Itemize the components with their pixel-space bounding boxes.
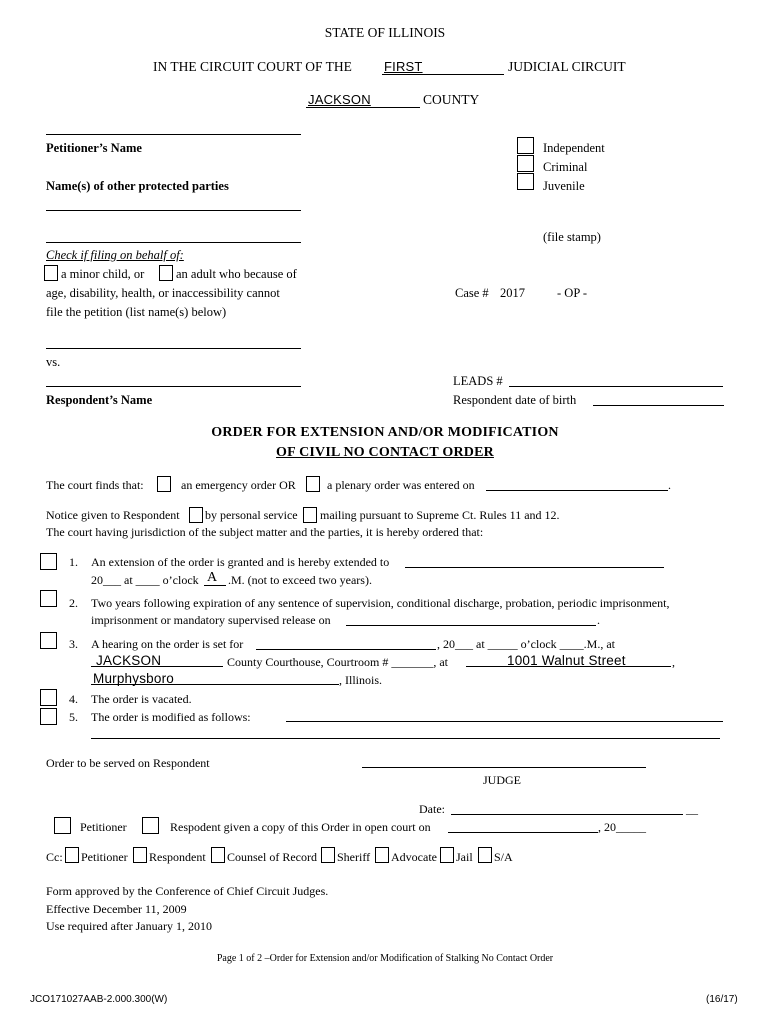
item-3-text: A hearing on the order is set for	[91, 637, 244, 651]
form-effective: Effective December 11, 2009	[46, 902, 187, 916]
order-title-line-1: ORDER FOR EXTENSION AND/OR MODIFICATION	[211, 425, 559, 440]
respondent-label: Respondent’s Name	[46, 393, 153, 407]
item-2-period: .	[597, 613, 600, 627]
personal-service-label: by personal service	[205, 508, 298, 522]
respondent-copy-label: Respodent given a copy of this Order in open court on	[170, 820, 431, 834]
juvenile-checkbox[interactable]	[517, 173, 534, 190]
check-line-3: file the petition (list name(s) below)	[46, 305, 227, 319]
cc-petitioner-label: Petitioner	[81, 850, 128, 864]
file-stamp-label: (file stamp)	[543, 230, 601, 244]
form-code: JCO171027AAB-2.000.300(W)	[30, 994, 168, 1005]
plenary-date-line[interactable]	[486, 490, 668, 491]
case-label: Case #	[455, 286, 489, 300]
mailing-label: mailing pursuant to Supreme Ct. Rules 11 and 12.	[320, 508, 560, 522]
cc-sa-label: S/A	[494, 850, 513, 864]
notice-label: Notice given to Respondent	[46, 508, 180, 522]
cc-petitioner-checkbox[interactable]	[65, 847, 79, 863]
respondent-name-line[interactable]	[46, 386, 301, 387]
date-label: Date:	[419, 802, 445, 816]
county-value[interactable]: JACKSON	[308, 92, 371, 107]
item-5-text: The order is modified as follows:	[91, 710, 251, 724]
court-suffix: JUDICIAL CIRCUIT	[508, 59, 626, 74]
county-line	[306, 107, 420, 108]
petitioner-copy-label: Petitioner	[80, 820, 127, 834]
item-3-county-line	[91, 666, 223, 667]
personal-service-checkbox[interactable]	[189, 507, 203, 523]
cc-sa-checkbox[interactable]	[478, 847, 492, 863]
option-independent: Independent	[543, 141, 605, 155]
circuit-line	[382, 74, 504, 75]
respondent-copy-checkbox[interactable]	[142, 817, 159, 834]
emergency-label: an emergency order OR	[181, 478, 296, 492]
cc-respondent-label: Respondent	[149, 850, 206, 864]
cc-advocate-checkbox[interactable]	[375, 847, 389, 863]
check-line-2: age, disability, health, or inaccessibility cannot	[46, 286, 280, 300]
item-3-courthouse-text: County Courthouse, Courtroom # _______, at	[227, 655, 448, 669]
minor-child-checkbox[interactable]	[44, 265, 58, 281]
order-title-line-2: OF CIVIL NO CONTACT ORDER	[276, 445, 494, 460]
date-tail: __	[686, 802, 698, 816]
item-3-city-line	[91, 684, 339, 685]
vs-label: vs.	[46, 355, 61, 369]
item-5-modification-line-2[interactable]	[91, 738, 720, 739]
plenary-period: .	[668, 478, 671, 492]
item-3-number: 3.	[69, 637, 78, 651]
page-footer: Page 1 of 2 –Order for Extension and/or Modification of Stalking No Contact Order	[216, 953, 554, 964]
item-3-time-text: , 20___ at _____ o’clock ____.M., at	[437, 637, 615, 651]
option-criminal: Criminal	[543, 160, 588, 174]
petitioner-copy-checkbox[interactable]	[54, 817, 71, 834]
independent-checkbox[interactable]	[517, 137, 534, 154]
case-year[interactable]: 2017	[500, 286, 525, 300]
adult-label: an adult who because of	[176, 267, 297, 281]
item-1-number: 1.	[69, 555, 78, 569]
plenary-label: a plenary order was entered on	[327, 478, 475, 492]
item-5-number: 5.	[69, 710, 78, 724]
dob-line[interactable]	[593, 405, 724, 406]
item-3-county-value[interactable]: JACKSON	[96, 653, 162, 668]
served-label: Order to be served on Respondent	[46, 756, 210, 770]
cc-jail-label: Jail	[456, 850, 473, 864]
item-3-illinois: , Illinois.	[339, 673, 383, 687]
option-juvenile: Juvenile	[543, 179, 585, 193]
minor-child-label: a minor child, or	[61, 267, 145, 281]
open-court-date-line[interactable]	[448, 832, 598, 833]
item-3-city-value[interactable]: Murphysboro	[93, 671, 174, 686]
item-3-checkbox[interactable]	[40, 632, 57, 649]
item-1-ampm[interactable]: A	[207, 570, 218, 585]
item-1-note: .M. (not to exceed two years).	[228, 573, 372, 587]
item-1-checkbox[interactable]	[40, 553, 57, 570]
item-1-text: An extension of the order is granted and is hereby extended to	[91, 555, 390, 569]
date-line[interactable]	[451, 814, 683, 815]
jurisdiction-text: The court having jurisdiction of the subject matter and the parties, it is hereby ordered that:	[46, 525, 484, 539]
item-3-street-line	[466, 666, 671, 667]
cc-advocate-label: Advocate	[391, 850, 437, 864]
check-title: Check if filing on behalf of:	[46, 248, 184, 262]
criminal-checkbox[interactable]	[517, 155, 534, 172]
other-parties-line-1[interactable]	[46, 210, 301, 211]
cc-sheriff-label: Sheriff	[337, 850, 371, 864]
case-op: - OP -	[557, 286, 588, 300]
leads-label: LEADS #	[453, 374, 503, 388]
item-4-text: The order is vacated.	[91, 692, 192, 706]
judge-signature-line[interactable]	[362, 767, 646, 768]
item-3-street-value[interactable]: 1001 Walnut Street	[507, 653, 626, 668]
item-2-checkbox[interactable]	[40, 590, 57, 607]
circuit-value[interactable]: FIRST	[384, 59, 423, 74]
item-5-checkbox[interactable]	[40, 708, 57, 725]
form-approved: Form approved by the Conference of Chief Circuit Judges.	[46, 884, 329, 898]
county-label: COUNTY	[423, 92, 480, 107]
cc-counsel-label: Counsel of Record	[227, 850, 317, 864]
cc-label: Cc:	[46, 850, 63, 864]
leads-line[interactable]	[509, 386, 723, 387]
court-finds-label: The court finds that:	[46, 478, 144, 492]
list-names-line[interactable]	[46, 348, 301, 349]
item-2-date-line[interactable]	[346, 625, 596, 626]
item-4-checkbox[interactable]	[40, 689, 57, 706]
cc-sheriff-checkbox[interactable]	[321, 847, 335, 863]
plenary-checkbox[interactable]	[306, 476, 320, 492]
item-3-comma: ,	[672, 655, 675, 669]
mailing-checkbox[interactable]	[303, 507, 317, 523]
other-parties-line-2[interactable]	[46, 242, 301, 243]
cc-counsel-checkbox[interactable]	[211, 847, 225, 863]
cc-jail-checkbox[interactable]	[440, 847, 454, 863]
item-1-time-text: 20___ at ____ o’clock	[91, 573, 199, 587]
item-3-hearing-date-line[interactable]	[256, 649, 436, 650]
petitioner-label: Petitioner’s Name	[46, 141, 142, 155]
emergency-checkbox[interactable]	[157, 476, 171, 492]
item-4-number: 4.	[69, 692, 78, 706]
cc-respondent-checkbox[interactable]	[133, 847, 147, 863]
judge-label: JUDGE	[483, 773, 521, 787]
item-2-text: Two years following expiration of any sentence of supervision, conditional discharge, probation, periodic imprisonment,	[91, 596, 670, 610]
court-prefix: IN THE CIRCUIT COURT OF THE	[153, 59, 352, 74]
adult-checkbox[interactable]	[159, 265, 173, 281]
item-1-extended-line[interactable]	[405, 567, 664, 568]
item-2-number: 2.	[69, 596, 78, 610]
item-5-modification-line-1[interactable]	[286, 721, 723, 722]
petitioner-name-line[interactable]	[46, 134, 301, 135]
state-title: STATE OF ILLINOIS	[324, 25, 446, 40]
item-2-line-2: imprisonment or mandatory supervised release on	[91, 613, 331, 627]
form-revision: (16/17)	[706, 994, 738, 1005]
item-1-ampm-line	[204, 585, 226, 586]
form-required: Use required after January 1, 2010	[46, 919, 212, 933]
dob-label: Respondent date of birth	[453, 393, 577, 407]
other-parties-label: Name(s) of other protected parties	[46, 179, 229, 193]
open-court-year: , 20_____	[598, 820, 646, 834]
